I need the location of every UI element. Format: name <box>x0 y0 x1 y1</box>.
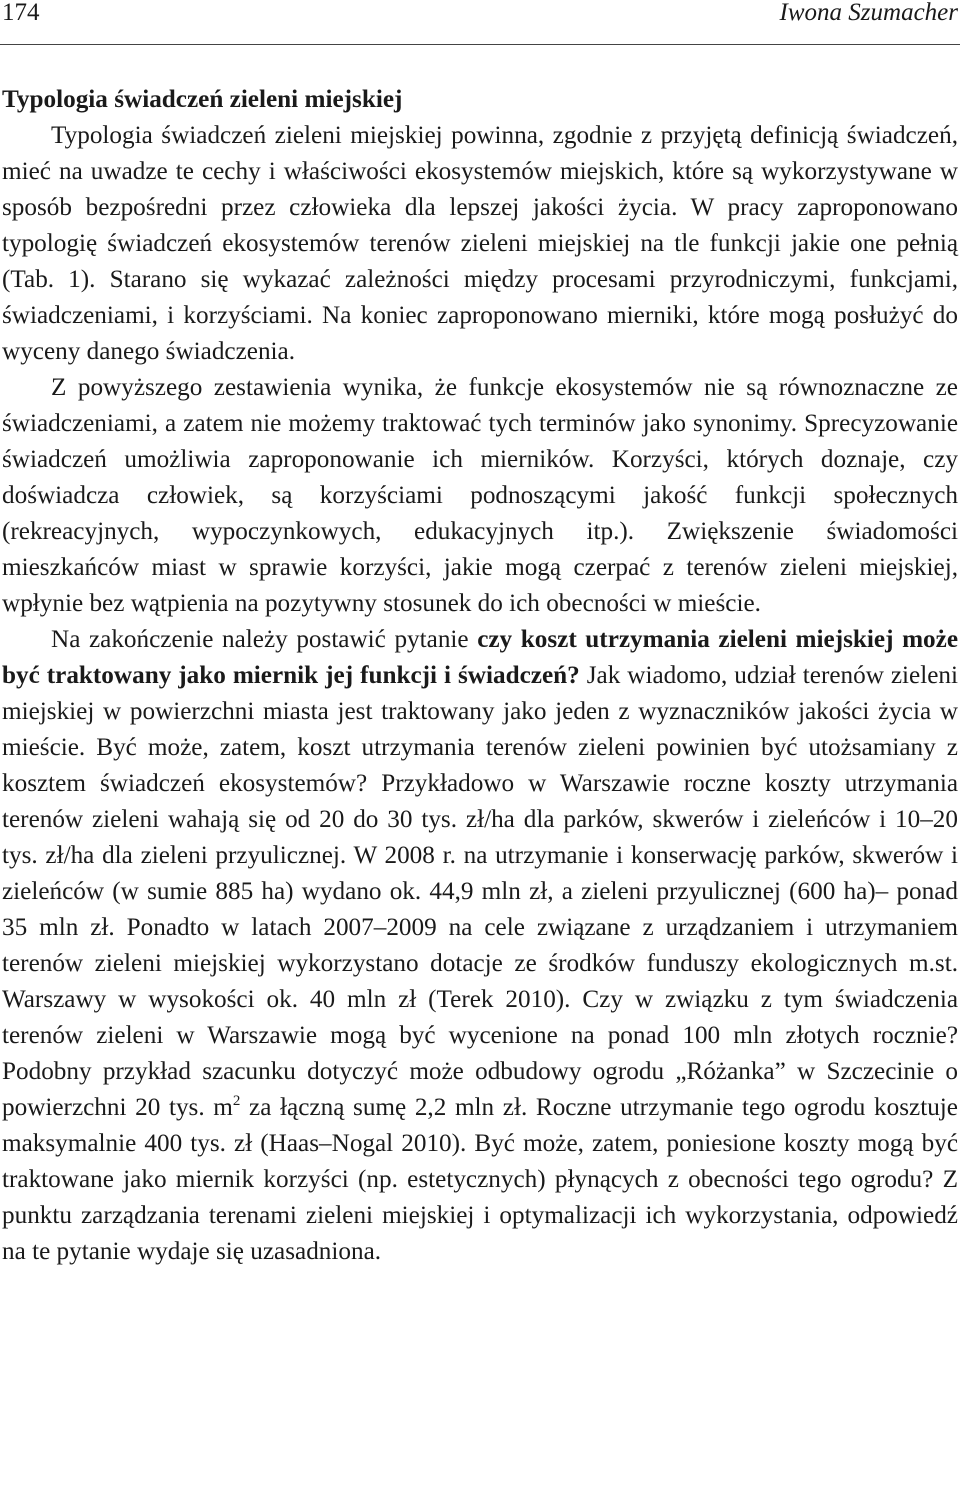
paragraph-typology: Typologia świadczeń zieleni miejskiej powinna, zgodnie z przyjętą definicją świadczeń, mieć na uwadze te cechy i właściwości ekosystemów miejskich, które są wykorzystywane w sposób bezpośredni przez człowieka dla lepszej jakości życia. W pracy zaproponowano typologię świadczeń ekosystemów terenów zieleni miejskiej na tle funkcji jakie one pełnią (Tab. 1). Starano się wykazać zależności między procesami przyrodniczymi, funkcjami, świadczeniami, i korzyściami. Na koniec zaproponowano mierniki, które mogą posłużyć do wyceny danego świadczenia. <box>2 122 958 365</box>
running-head-author: Iwona Szumacher <box>779 0 958 26</box>
paragraph-cost-body: Jak wiadomo, udział terenów zieleni miejskiej w powierzchni miasta jest traktowany jako jeden z wyznaczników jakości życia w mieście. Być może, zatem, koszt utrzymania terenów zieleni powinien być utożsamiany z kosztem świadczeń ekosystemów? Przykładowo w Warszawie roczne koszty utrzymania terenów zieleni wahają się od 20 do 30 tys. zł/ha dla parków, skwerów i zieleńców i 10–20 tys. zł/ha dla zieleni przyulicznej. W 2008 r. na utrzymanie i konserwację parków, skwerów i zieleńców (w sumie 885 ha) wydano ok. 44,9 mln zł, a zieleni przyulicznej (600 ha)– ponad 35 mln zł. Ponadto w latach 2007–2009 na cele związane z urządzaniem i utrzymaniem terenów zieleni miejskiej wykorzystano dotacje ze środków funduszy ekologicznych m.st. Warszawy w wysokości ok. 40 mln zł (Terek 2010). Czy w związku z tym świadczenia terenów zieleni w Warszawie mogą być wycenione na ponad 100 mln złotych rocznie? Podobny przykład szacunku dotyczyć może odbudowy ogrodu „Różanka” w Szczecinie o powierzchni 20 tys. m <box>2 662 958 1121</box>
page-number: 174 <box>2 0 40 26</box>
area-unit-superscript: 2 <box>232 1093 241 1109</box>
header-rule <box>0 44 960 45</box>
running-head <box>0 0 960 42</box>
paragraph-cost-question <box>2 622 958 1270</box>
section-heading: Typologia świadczeń zieleni miejskiej <box>2 86 403 113</box>
paragraph-summary: Z powyższego zestawienia wynika, że funkcje ekosystemów nie są równoznaczne ze świadczeniami, a zatem nie możemy traktować tych terminów jako synonimy. Sprecyzowanie świadczeń umożliwia zaproponowanie ich mierników. Korzyści, których doznaje, czy doświadcza człowiek, są korzyściami podnoszącymi jakość funkcji społecznych (rekreacyjnych, wypoczynkowych, edukacyjnych itp.). Zwiększenie świadomości mieszkańców miast w sprawie korzyści, jakie mogą czerpać z terenów zieleni miejskiej, wpłynie bez wątpienia na pozytywny stosunek do ich obecności w mieście. <box>2 374 958 617</box>
paragraph-cost-intro: Na zakończenie należy postawić pytanie <box>51 626 478 653</box>
section-body <box>2 82 958 1270</box>
key-question-bold: czy koszt utrzymania zieleni miejskiej może być traktowany jako miernik jej funkcji i świadczeń? <box>2 626 958 689</box>
paragraph-cost-end: za łączną sumę 2,2 mln zł. Roczne utrzymanie tego ogrodu kosztuje maksymalnie 400 tys. zł (Haas–Nogal 2010). Być może, zatem, poniesione koszty mogą być traktowane jako miernik korzyści (np. estetycznych) płynących z obecności tego ogrodu? Z punktu zarządzania terenami zieleni miejskiej i optymalizacji ich wykorzystania, odpowiedź na te pytanie wydaje się uzasadniona. <box>2 1094 958 1265</box>
